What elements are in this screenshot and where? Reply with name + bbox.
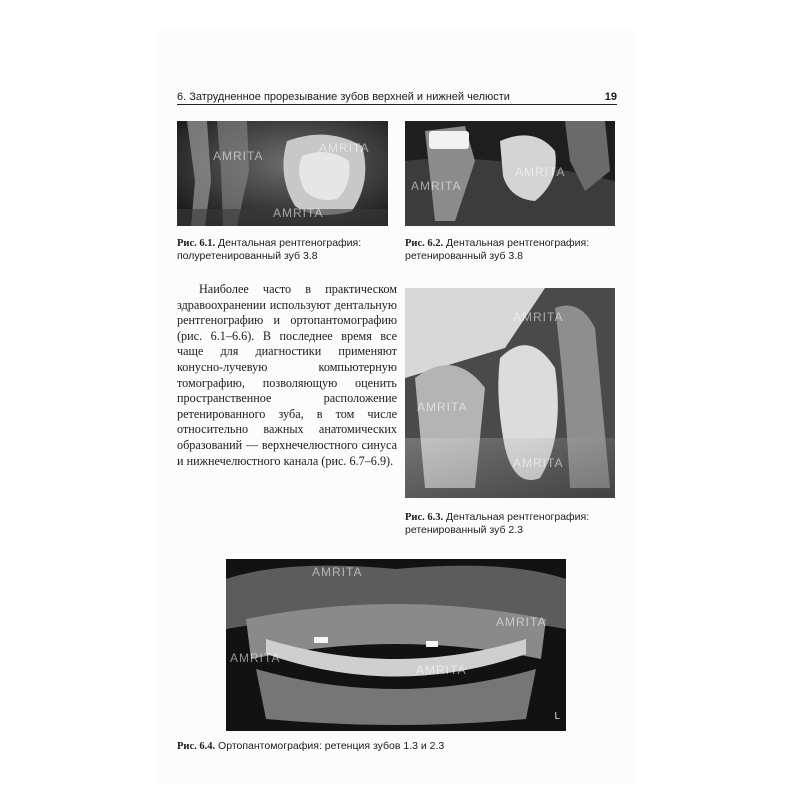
body-paragraph: Наиболее часто в практическом здравоохранении используют дентальную рентгенографию и ортопантомографию (рис. 6.1–6.6). В последнее время все чаще для диагностики применяют конусно-лучевую компьютерную томографию, позволяющую оценить пространственное расположение ретенированного зуба, в том числе относительно важных анатомических образований — верхнечелюстного синуса и нижнечелюстного канала (рис. 6.7–6.9). bbox=[177, 282, 397, 468]
watermark: AMRITA bbox=[230, 651, 281, 665]
watermark: AMRITA bbox=[319, 141, 370, 155]
running-header bbox=[177, 90, 617, 104]
watermark: AMRITA bbox=[416, 663, 467, 677]
caption-fig-6-2 bbox=[405, 237, 620, 263]
figure-caption: Ортопантомография: ретенция зубов 1.3 и 2.3 bbox=[218, 740, 445, 752]
watermark: AMRITA bbox=[515, 165, 566, 179]
xray-fig-6-3 bbox=[405, 288, 615, 498]
figure-label: Рис. 6.3. bbox=[405, 512, 444, 523]
watermark: AMRITA bbox=[273, 206, 324, 220]
watermark: AMRITA bbox=[417, 400, 468, 414]
caption-fig-6-3 bbox=[405, 511, 620, 537]
watermark: AMRITA bbox=[312, 565, 363, 579]
watermark: AMRITA bbox=[213, 149, 264, 163]
watermark: AMRITA bbox=[513, 310, 564, 324]
figure-label: Рис. 6.1. bbox=[177, 238, 216, 249]
figure-label: Рис. 6.4. bbox=[177, 741, 216, 752]
watermark: AMRITA bbox=[513, 456, 564, 470]
caption-fig-6-4 bbox=[177, 740, 597, 753]
watermark: AMRITA bbox=[496, 615, 547, 629]
header-rule bbox=[177, 104, 617, 105]
watermark: AMRITA bbox=[411, 179, 462, 193]
figure-caption: Дентальная рентгенография: полуретенированный зуб 3.8 bbox=[177, 237, 362, 262]
figure-caption: Дентальная рентгенография: ретенированный зуб 3.8 bbox=[405, 237, 590, 262]
figure-side-marker: L bbox=[554, 711, 560, 722]
xray-fig-6-2 bbox=[405, 121, 615, 226]
xray-fig-6-4 bbox=[226, 559, 566, 731]
figure-caption: Дентальная рентгенография: ретенированный зуб 2.3 bbox=[405, 511, 590, 536]
page-number: 19 bbox=[604, 91, 617, 103]
figure-label: Рис. 6.2. bbox=[405, 238, 444, 249]
chapter-title: 6. Затрудненное прорезывание зубов верхней и нижней челюсти bbox=[177, 91, 510, 103]
caption-fig-6-1 bbox=[177, 237, 389, 263]
xray-fig-6-1 bbox=[177, 121, 388, 226]
